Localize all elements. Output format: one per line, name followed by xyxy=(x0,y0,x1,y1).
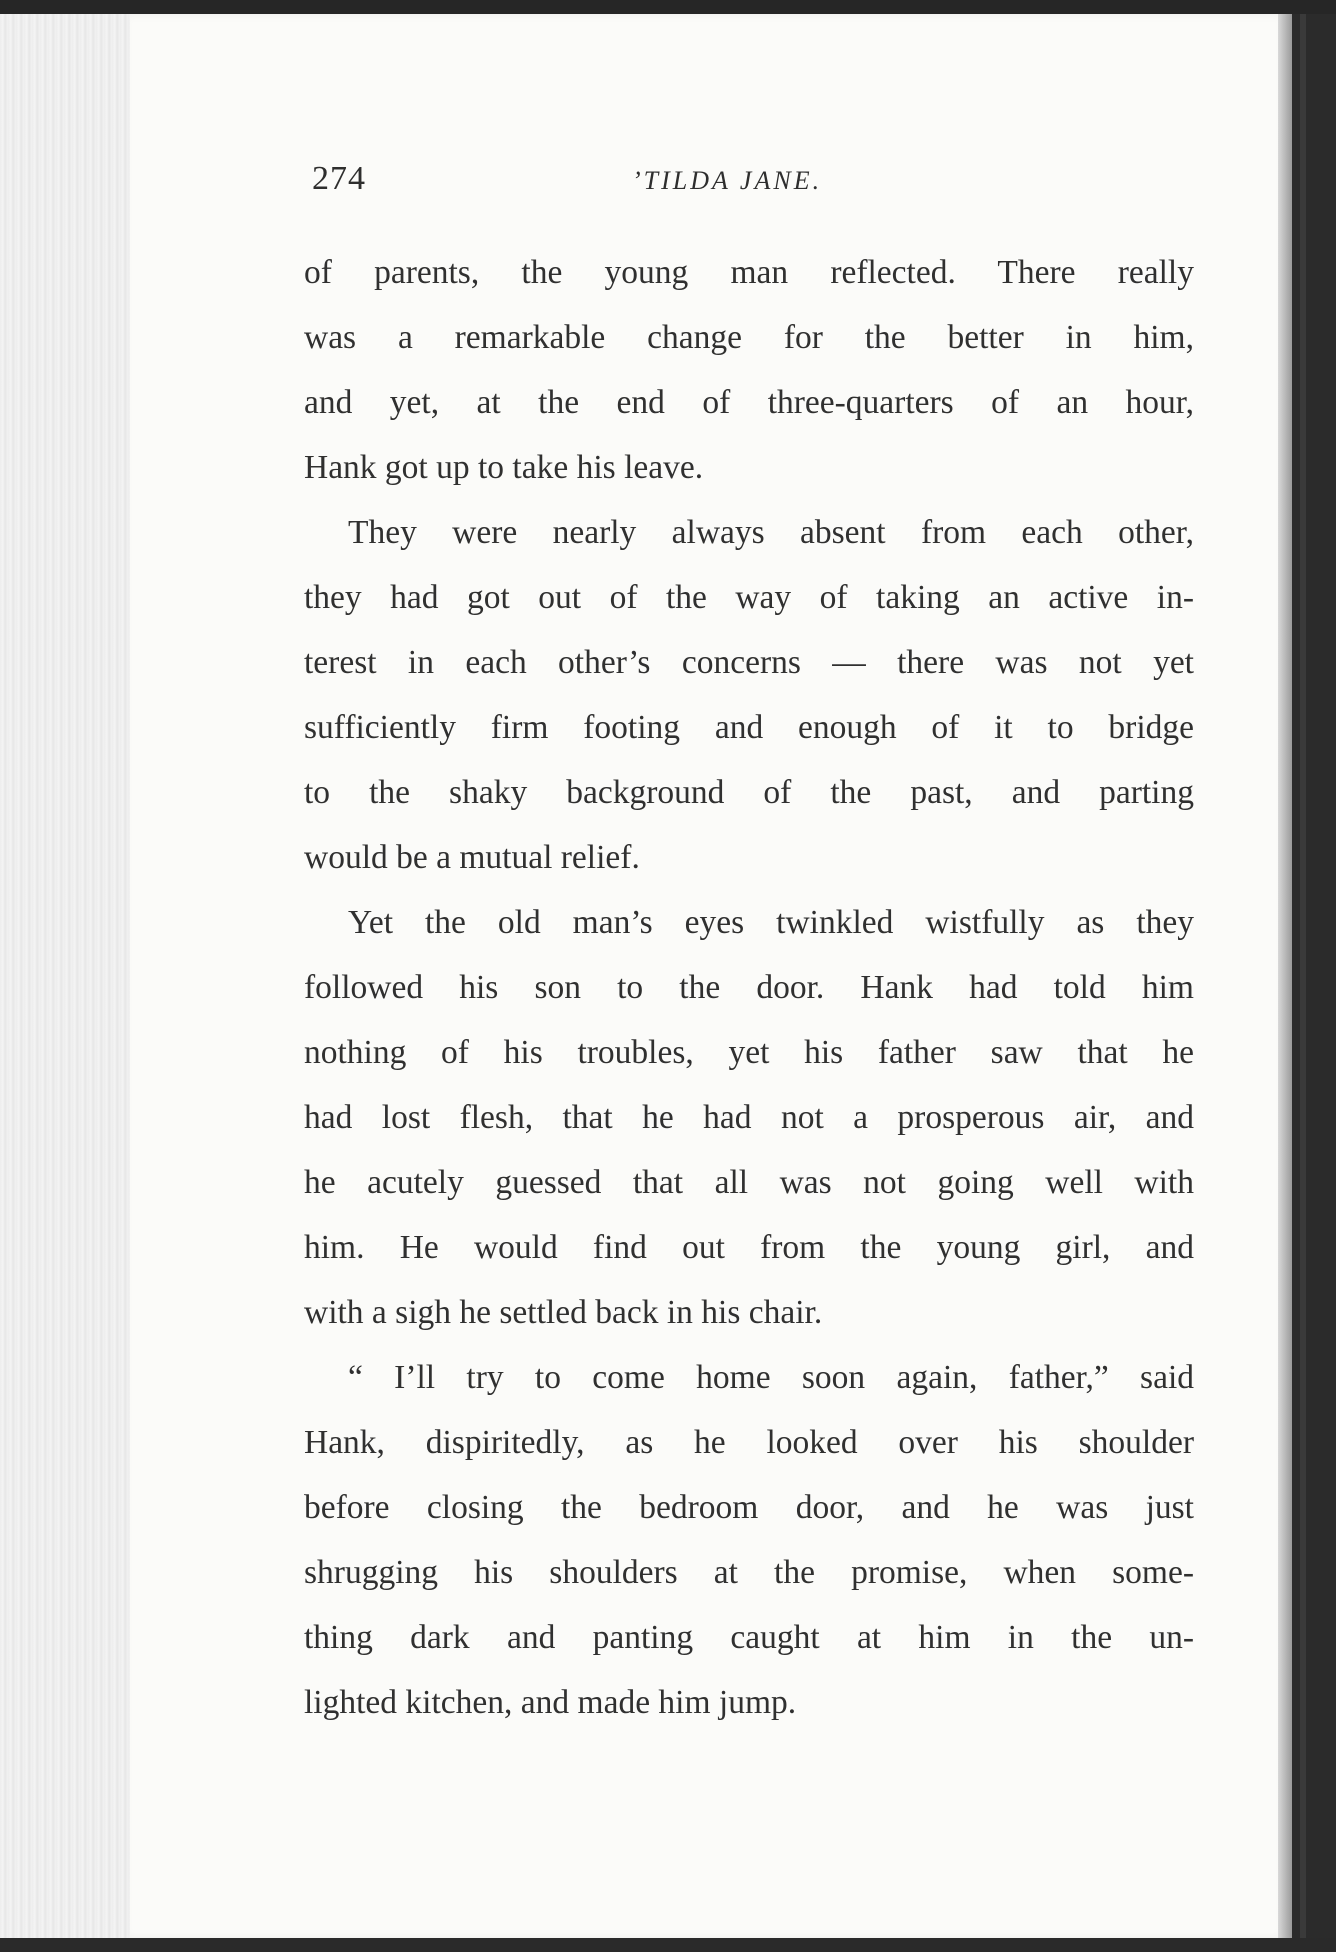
paragraph xyxy=(304,1345,1194,1735)
text-line: shrugging his shoulders at the promise, when some- xyxy=(304,1554,1194,1591)
book-cover-edge-highlight xyxy=(1300,14,1306,1938)
text-line: “ I’ll try to come home soon again, father,” said xyxy=(348,1359,1194,1396)
text-line: thing dark and panting caught at him in the un- xyxy=(304,1619,1194,1656)
paragraph xyxy=(304,890,1194,1345)
text-line: they had got out of the way of taking an active in- xyxy=(304,579,1194,616)
page-number: 274 xyxy=(312,160,366,197)
text-line: Hank, dispiritedly, as he looked over his shoulder xyxy=(304,1424,1194,1461)
text-line: would be a mutual relief. xyxy=(304,839,640,876)
book-cover-edge xyxy=(1292,14,1336,1938)
text-line: of parents, the young man reflected. There really xyxy=(304,254,1194,291)
running-title: ’TILDA JANE. xyxy=(632,166,823,195)
text-line: terest in each other’s concerns — there was not yet xyxy=(304,644,1194,681)
text-line: him. He would find out from the young girl, and xyxy=(304,1229,1194,1266)
text-line: and yet, at the end of three-quarters of an hour, xyxy=(304,384,1194,421)
running-head xyxy=(312,160,1192,210)
text-line: lighted kitchen, and made him jump. xyxy=(304,1684,797,1721)
stacked-page-edges xyxy=(0,14,150,1938)
page-gutter-shadow xyxy=(1278,14,1292,1938)
text-line: had lost flesh, that he had not a prosperous air, and xyxy=(304,1099,1194,1136)
text-line: Hank got up to take his leave. xyxy=(304,449,704,486)
text-line: followed his son to the door. Hank had told him xyxy=(304,969,1194,1006)
scanner-bed-bottom-edge xyxy=(0,1938,1336,1952)
scanner-bed-top-edge xyxy=(0,0,1336,14)
text-line: was a remarkable change for the better in him, xyxy=(304,319,1194,356)
text-line: Yet the old man’s eyes twinkled wistfully as they xyxy=(348,904,1194,941)
text-line: before closing the bedroom door, and he was just xyxy=(304,1489,1194,1526)
text-line: sufficiently firm footing and enough of it to bridge xyxy=(304,709,1194,746)
paragraph xyxy=(304,500,1194,890)
body-text xyxy=(304,240,1194,1735)
text-line: to the shaky background of the past, and parting xyxy=(304,774,1194,811)
text-line: with a sigh he settled back in his chair. xyxy=(304,1294,823,1331)
paragraph xyxy=(304,240,1194,500)
text-line: nothing of his troubles, yet his father saw that he xyxy=(304,1034,1194,1071)
text-line: he acutely guessed that all was not going well with xyxy=(304,1164,1194,1201)
text-line: They were nearly always absent from each other, xyxy=(348,514,1194,551)
